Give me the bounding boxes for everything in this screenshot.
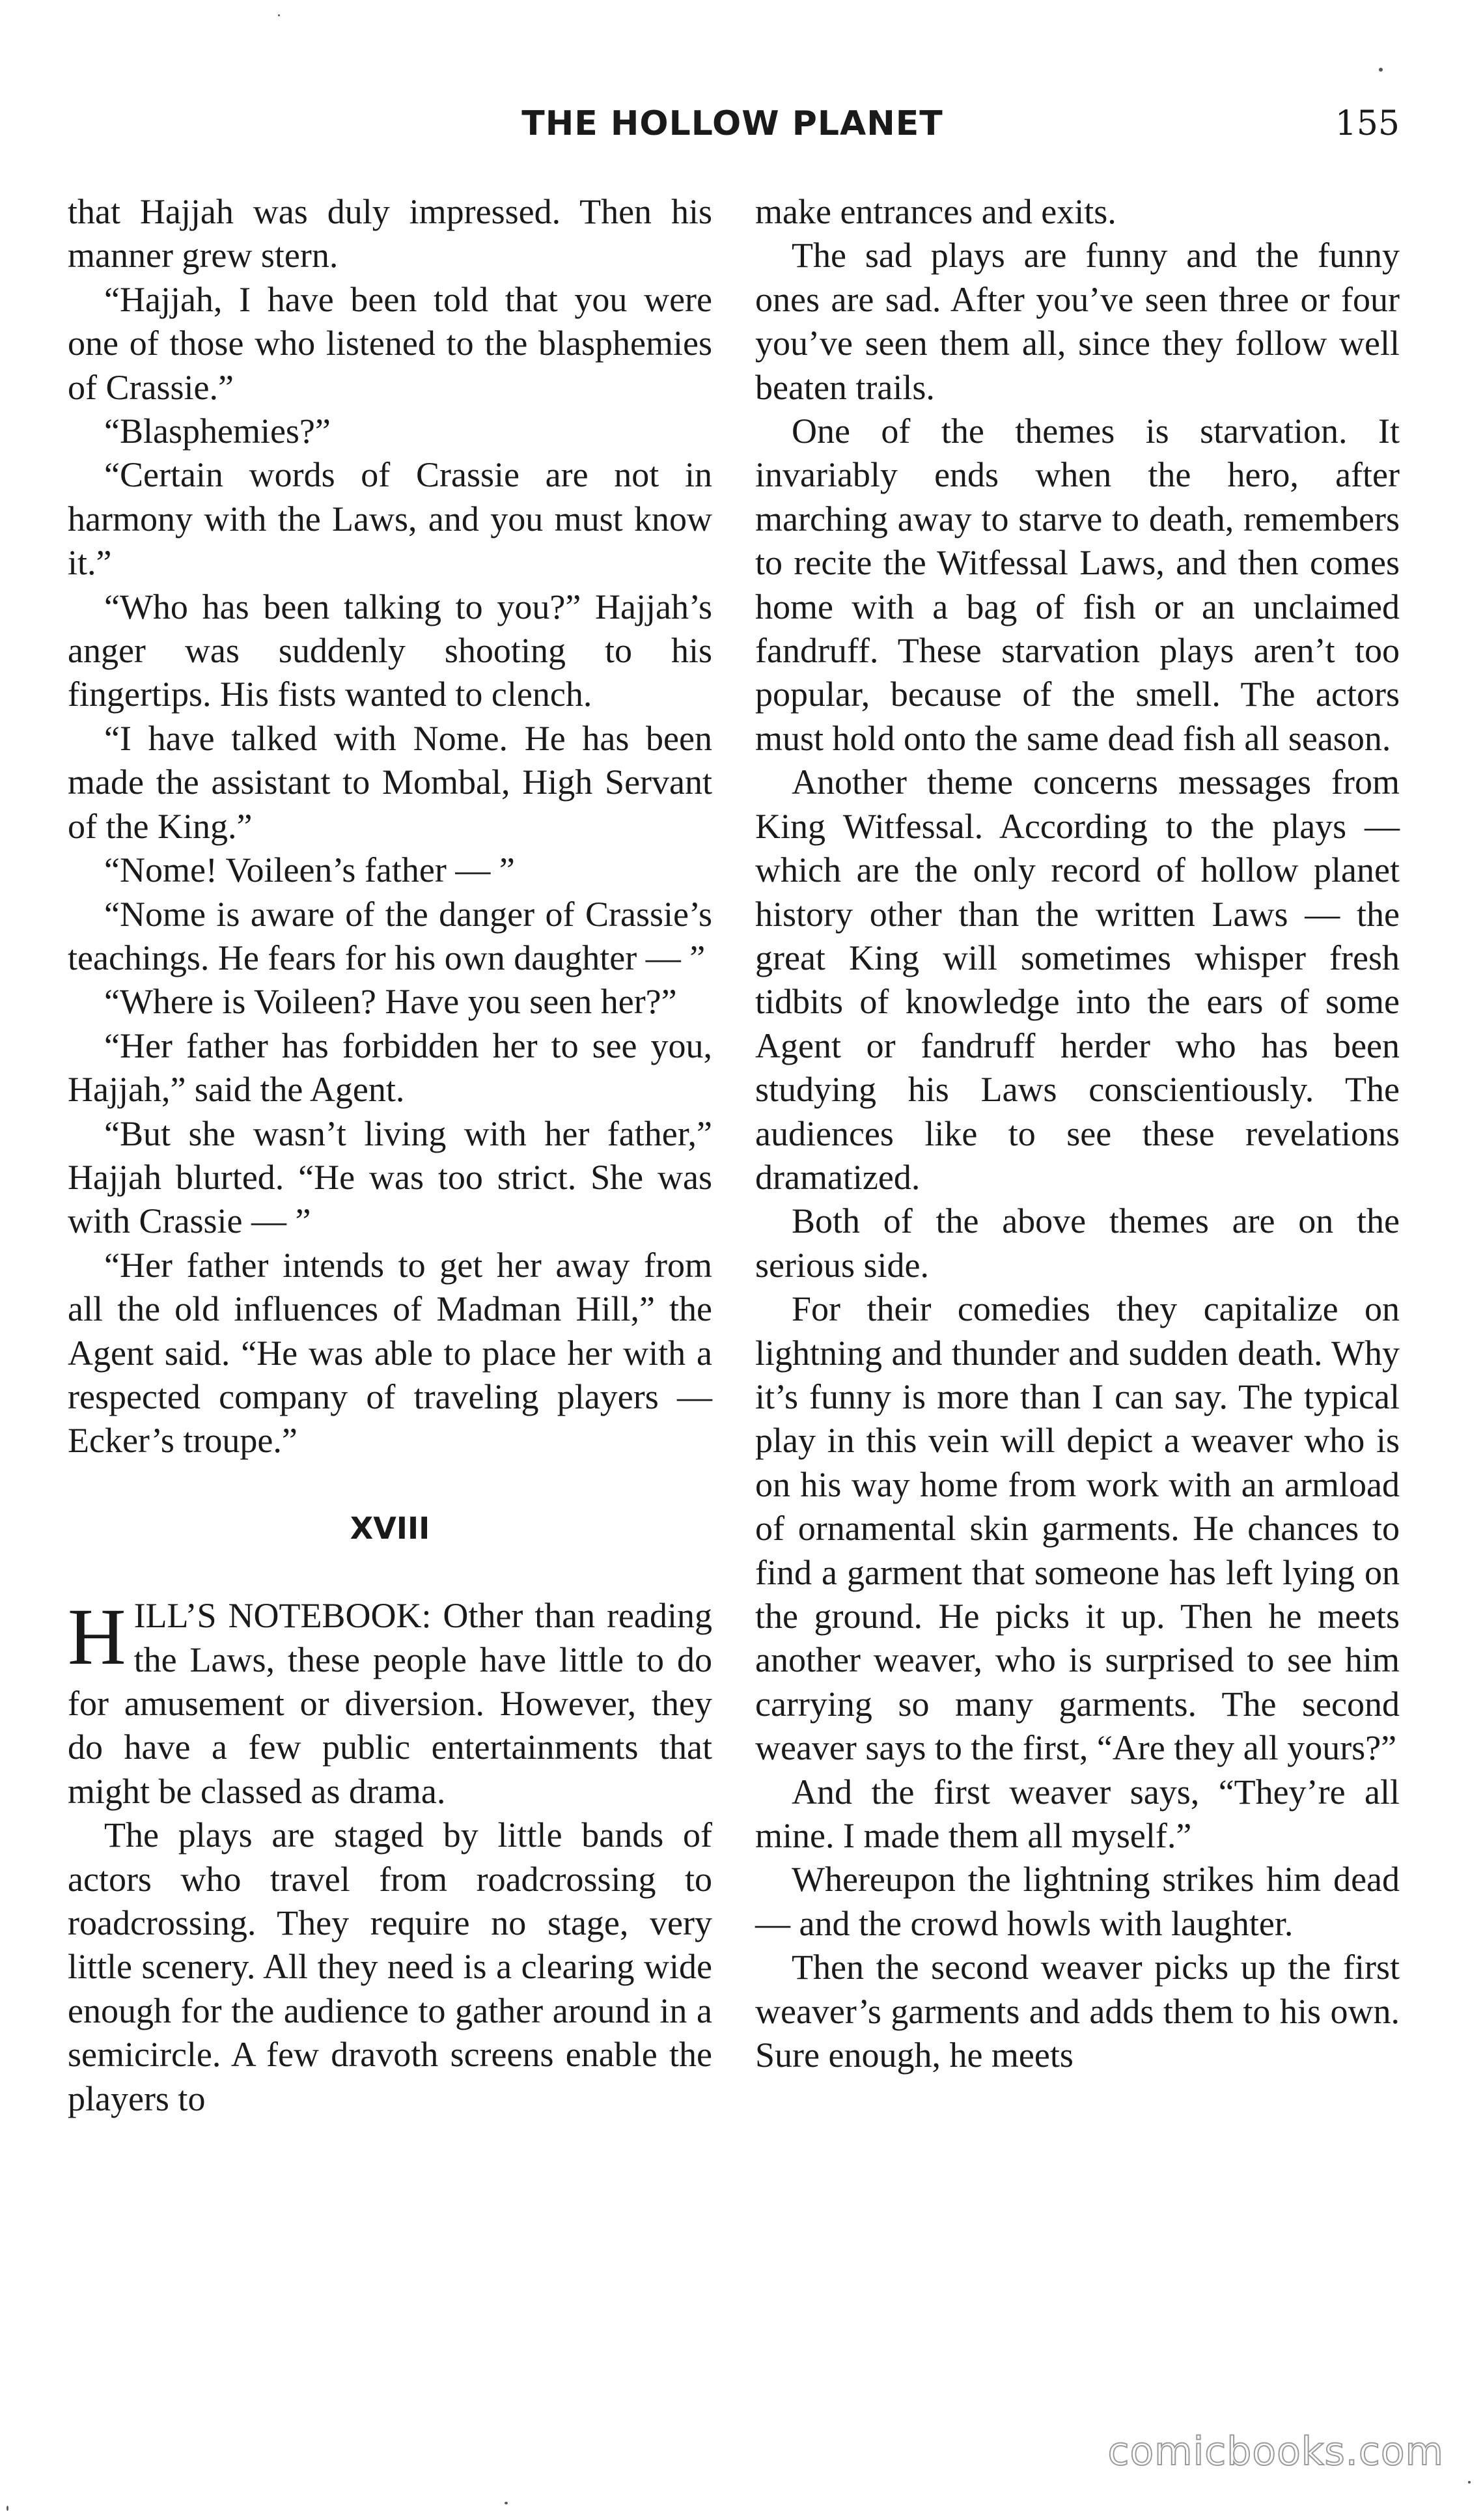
notebook-paragraph xyxy=(68,1594,712,1813)
paragraph: “Who has been talking to you?” Hajjah’s anger was suddenly shooting to his fingertips. His fists wanted to clench. xyxy=(68,587,712,714)
scan-speck xyxy=(505,2502,508,2504)
scan-speck xyxy=(1379,68,1383,72)
paragraph: Another theme concerns messages from King Witfessal. According to the plays — which are the only record of hollow planet history other than the written Laws — the great King will sometimes whisper fresh tidbits of knowledge into the ears of some Agent or fandruff herder who has been studying his Laws conscientiously. The audiences like to see these revelations dramatized. xyxy=(755,763,1400,1197)
paragraph: One of the themes is starvation. It invariably ends when the hero, after marching away to starve to death, remembers to recite the Witfessal Laws, and then comes home with a bag of fish or an unclaimed fandruff. These starvation plays aren’t too popular, because of the smell. The actors must hold onto the same dead fish all season. xyxy=(755,412,1400,758)
left-column xyxy=(68,190,712,2121)
drop-cap: H xyxy=(68,1592,126,1682)
paragraph: make entrances and exits. xyxy=(755,192,1116,231)
paragraph: “But she wasn’t living with her father,” Hajjah blurted. “He was too strict. She was with Crassie — ” xyxy=(68,1113,712,1241)
paragraph: that Hajjah was duly impressed. Then his manner grew stern. xyxy=(68,192,712,275)
paragraph: “Her father intends to get her away from all the old influences of Madman Hill,” the Agent said. “He was able to place her with a respected company of traveling players — Ecker’s troupe.” xyxy=(68,1245,712,1461)
paragraph: Then the second weaver picks up the first weaver’s garments and adds them to his own. Sure enough, he meets xyxy=(755,1948,1400,2075)
right-column xyxy=(755,190,1400,2077)
page-number: 155 xyxy=(1335,104,1400,143)
paragraph: Whereupon the lightning strikes him dead — and the crowd howls with laughter. xyxy=(755,1860,1400,1943)
scan-speck xyxy=(7,2506,8,2511)
paragraph: For their comedies they capitalize on lightning and thunder and sudden death. Why it’s funny is more than I can say. The typical play in this vein will depict a weaver who is on his way home from work with an armload of ornamental skin garments. He chances to find a garment that someone has left lying on the ground. He picks it up. Then he meets another weaver, who is surprised to see him carrying so many garments. The second weaver says to the first, “Are they all yours?” xyxy=(755,1289,1400,1768)
chapter-heading: XVIII xyxy=(350,1510,430,1546)
page-header xyxy=(65,98,1400,156)
paragraph: “I have talked with Nome. He has been made the assistant to Mombal, High Servant of the King.” xyxy=(68,718,712,846)
notebook-text: ILL’S NOTEBOOK: Other than reading the Laws, these people have little to do for amusement or diversion. However, they do have a few public entertainments that might be classed as drama. xyxy=(68,1596,712,1811)
paragraph: “Hajjah, I have been told that you were one of those who listened to the blasphemies of Crassie.” xyxy=(68,279,712,407)
paragraph: “Certain words of Crassie are not in harmony with the Laws, and you must know it.” xyxy=(68,455,712,583)
paragraph: “Where is Voileen? Have you seen her?” xyxy=(104,982,677,1022)
paragraph: “Her father has forbidden her to see you, Hajjah,” said the Agent. xyxy=(68,1026,712,1110)
paragraph: “Nome! Voileen’s father — ” xyxy=(104,850,515,890)
watermark: comicbooks.com xyxy=(1107,2429,1444,2474)
scan-speck xyxy=(1468,2481,1471,2484)
paragraph: “Nome is aware of the danger of Crassie’s teachings. He fears for his own daughter — ” xyxy=(68,894,712,977)
paragraph: The sad plays are funny and the funny ones are sad. After you’ve seen three or four you’ve seen them all, since they follow well beaten trails. xyxy=(755,236,1400,407)
paragraph: The plays are staged by little bands of actors who travel from roadcrossing to roadcrossing. They require no stage, very little scenery. All they need is a clearing wide enough for the audience to gather around in a semicircle. A few dravoth screens enable the players to xyxy=(68,1815,712,2118)
scan-speck xyxy=(278,14,280,16)
running-head: THE HOLLOW PLANET xyxy=(521,104,943,143)
paragraph: And the first weaver says, “They’re all mine. I made them all myself.” xyxy=(755,1772,1400,1856)
paragraph: Both of the above themes are on the serious side. xyxy=(755,1201,1400,1285)
paragraph: “Blasphemies?” xyxy=(104,412,331,451)
